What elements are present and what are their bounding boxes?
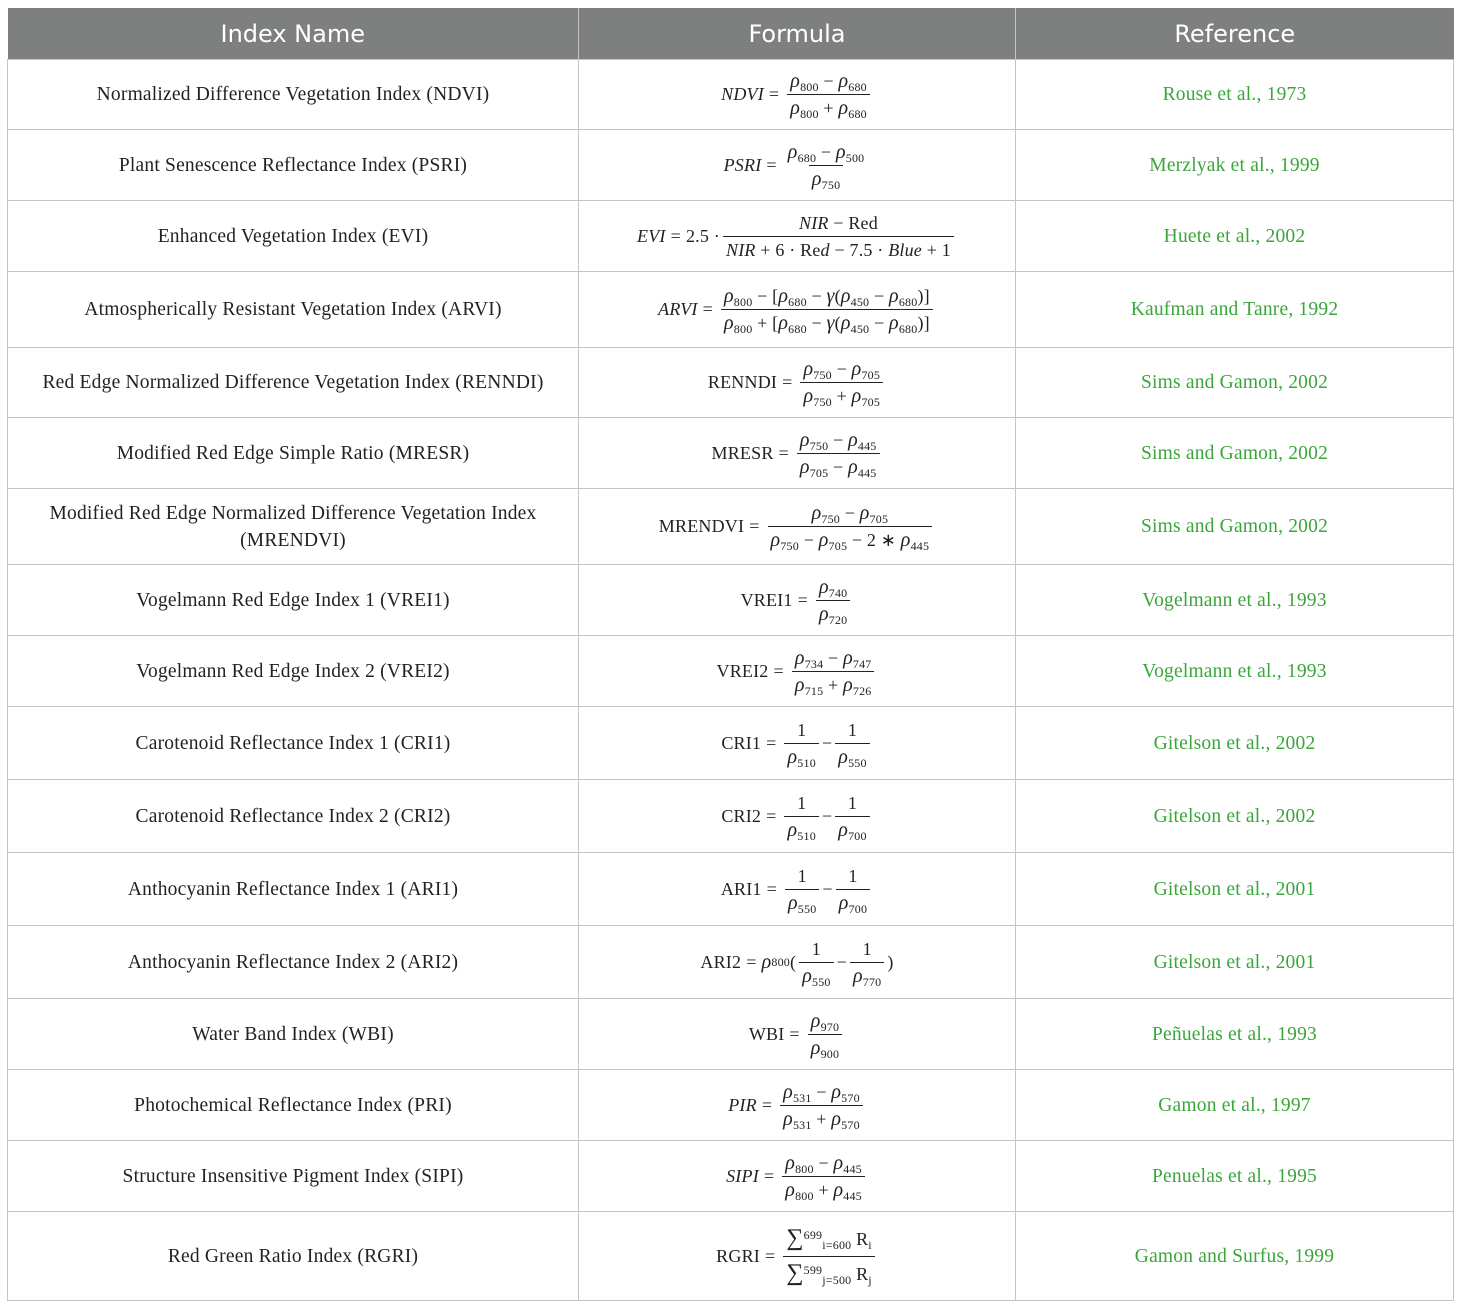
table-row — [8, 201, 1454, 272]
formula-label: CRI1 — [721, 732, 762, 753]
reference: Gamon and Surfus, 1999 — [1016, 1212, 1454, 1301]
reference: Peñuelas et al., 1993 — [1016, 999, 1454, 1070]
index-name: Water Band Index (WBI) — [8, 999, 579, 1070]
formula: PIR = $\frac{\rho_{531} - \rho_{570}}{\rho_{531} + \rho_{570}}$ — [579, 1070, 1016, 1141]
table-row — [8, 272, 1454, 348]
formula-label: EVI — [637, 225, 666, 246]
reference: Vogelmann et al., 1993 — [1016, 636, 1454, 707]
index-name: Anthocyanin Reflectance Index 1 (ARI1) — [8, 853, 579, 926]
formula: ARI2 = ρ 800 ( $\frac{1}{\rho_{550}}$ − $\frac{1}{\rho_{770}}$ ) — [579, 926, 1016, 999]
formula-label: MRENDVI — [658, 516, 745, 536]
reference: Sims and Gamon, 2002 — [1016, 489, 1454, 565]
formula-label: MRESR — [711, 442, 774, 463]
header-row — [8, 8, 1454, 60]
formula: PSRI = $\frac{\rho_{680} - \rho_{500}}{\rho_{750}}$ — [579, 130, 1016, 201]
reference: Gitelson et al., 2001 — [1016, 853, 1454, 926]
formula-label: PIR — [728, 1094, 757, 1115]
formula: MRENDVI = $\frac{\rho_{750} - \rho_{705}}{\rho_{750} - \rho_{705} - 2 ∗ \rho_{445}}$ — [579, 489, 1016, 565]
reference: Gitelson et al., 2002 — [1016, 780, 1454, 853]
formula: RENNDI = $\frac{\rho_{750} - \rho_{705}}{\rho_{750} + \rho_{705}}$ — [579, 348, 1016, 418]
reference: Sims and Gamon, 2002 — [1016, 418, 1454, 489]
formula: MRESR = $\frac{\rho_{750} - \rho_{445}}{\rho_{705} - \rho_{445}}$ — [579, 418, 1016, 489]
index-name: Carotenoid Reflectance Index 2 (CRI2) — [8, 780, 579, 853]
reference: Penuelas et al., 1995 — [1016, 1141, 1454, 1212]
formula-label: NDVI — [721, 84, 764, 104]
reference: Sims and Gamon, 2002 — [1016, 348, 1454, 418]
reference: Vogelmann et al., 1993 — [1016, 565, 1454, 636]
vegetation-index-table — [7, 8, 1454, 1301]
formula-label: RENNDI — [707, 372, 778, 392]
formula: CRI2 = $\frac{1}{\rho_{510}}$ − $\frac{1}{\rho_{700}}$ — [579, 780, 1016, 853]
formula: ARI1 = $\frac{1}{\rho_{550}}$ − $\frac{1}{\rho_{700}}$ — [579, 853, 1016, 926]
header-formula: Formula — [579, 8, 1016, 60]
formula: RGRI = $\frac{\sum^{699}_{i=600} R_i}{\sum^{599}_{j=500} R_j}$ — [579, 1212, 1016, 1301]
reference: Huete et al., 2002 — [1016, 201, 1454, 272]
formula-label: PSRI — [723, 154, 762, 175]
header-reference: Reference — [1016, 8, 1454, 60]
formula: CRI1 = $\frac{1}{\rho_{510}}$ − $\frac{1}{\rho_{550}}$ — [579, 707, 1016, 780]
table-row — [8, 780, 1454, 853]
table-row — [8, 636, 1454, 707]
table-row — [8, 999, 1454, 1070]
formula: EVI = 2.5 · $\frac{\text{NIR − Red}}{\text{NIR + 6 · Red − 7.5 · Blue + 1}}$ — [579, 201, 1016, 272]
table-row — [8, 926, 1454, 999]
table-row — [8, 418, 1454, 489]
reference: Kaufman and Tanre, 1992 — [1016, 272, 1454, 348]
index-name: Structure Insensitive Pigment Index (SIPI) — [8, 1141, 579, 1212]
formula: ARVI = $\frac{\rho_{800} - [\rho_{680} - \gamma(\rho_{450} - \rho_{680})]}{\rho_{800} + [\rho_{680} - \gamma(\rho_{450} - \rho_{680})]}$ — [579, 272, 1016, 348]
formula-label: CRI2 — [721, 805, 762, 826]
formula-label: SIPI — [726, 1165, 759, 1186]
header-index-name: Index Name — [8, 8, 579, 60]
table-row — [8, 130, 1454, 201]
formula-label: VREI1 — [740, 589, 793, 610]
reference: Merzlyak et al., 1999 — [1016, 130, 1454, 201]
table-row — [8, 853, 1454, 926]
formula-label: WBI — [748, 1023, 785, 1044]
formula-label: ARVI — [658, 299, 698, 319]
index-name: Red Edge Normalized Difference Vegetation Index (RENNDI) — [8, 348, 579, 418]
index-name: Modified Red Edge Normalized Difference Vegetation Index (MRENDVI) — [8, 489, 579, 565]
table-row — [8, 489, 1454, 565]
table-row — [8, 348, 1454, 418]
table-row — [8, 60, 1454, 130]
formula-label: ARI2 — [700, 951, 742, 972]
table-row — [8, 565, 1454, 636]
table-row — [8, 1212, 1454, 1301]
formula-label: ARI1 — [720, 878, 762, 899]
formula: VREI2 = $\frac{\rho_{734} - \rho_{747}}{\rho_{715} + \rho_{726}}$ — [579, 636, 1016, 707]
formula: NDVI = $\frac{\rho_{800} - \rho_{680}}{\rho_{800} + \rho_{680}}$ — [579, 60, 1016, 130]
index-name: Enhanced Vegetation Index (EVI) — [8, 201, 579, 272]
index-name: Anthocyanin Reflectance Index 2 (ARI2) — [8, 926, 579, 999]
reference: Gitelson et al., 2001 — [1016, 926, 1454, 999]
table-row — [8, 1141, 1454, 1212]
formula: SIPI = $\frac{\rho_{800} - \rho_{445}}{\rho_{800} + \rho_{445}}$ — [579, 1141, 1016, 1212]
formula-label: VREI2 — [716, 660, 769, 681]
index-name: Modified Red Edge Simple Ratio (MRESR) — [8, 418, 579, 489]
index-name: Atmospherically Resistant Vegetation Index (ARVI) — [8, 272, 579, 348]
index-name: Carotenoid Reflectance Index 1 (CRI1) — [8, 707, 579, 780]
index-name: Vogelmann Red Edge Index 1 (VREI1) — [8, 565, 579, 636]
formula-label: RGRI — [716, 1245, 760, 1266]
index-name: Plant Senescence Reflectance Index (PSRI) — [8, 130, 579, 201]
table-row — [8, 707, 1454, 780]
reference: Gamon et al., 1997 — [1016, 1070, 1454, 1141]
formula: VREI1 = $\frac{\rho_{740}}{\rho_{720}}$ — [579, 565, 1016, 636]
index-name: Red Green Ratio Index (RGRI) — [8, 1212, 579, 1301]
index-name: Photochemical Reflectance Index (PRI) — [8, 1070, 579, 1141]
index-name: Normalized Difference Vegetation Index (NDVI) — [8, 60, 579, 130]
formula: WBI = $\frac{\rho_{970}}{\rho_{900}}$ — [579, 999, 1016, 1070]
table-row — [8, 1070, 1454, 1141]
reference: Rouse et al., 1973 — [1016, 60, 1454, 130]
index-name: Vogelmann Red Edge Index 2 (VREI2) — [8, 636, 579, 707]
reference: Gitelson et al., 2002 — [1016, 707, 1454, 780]
